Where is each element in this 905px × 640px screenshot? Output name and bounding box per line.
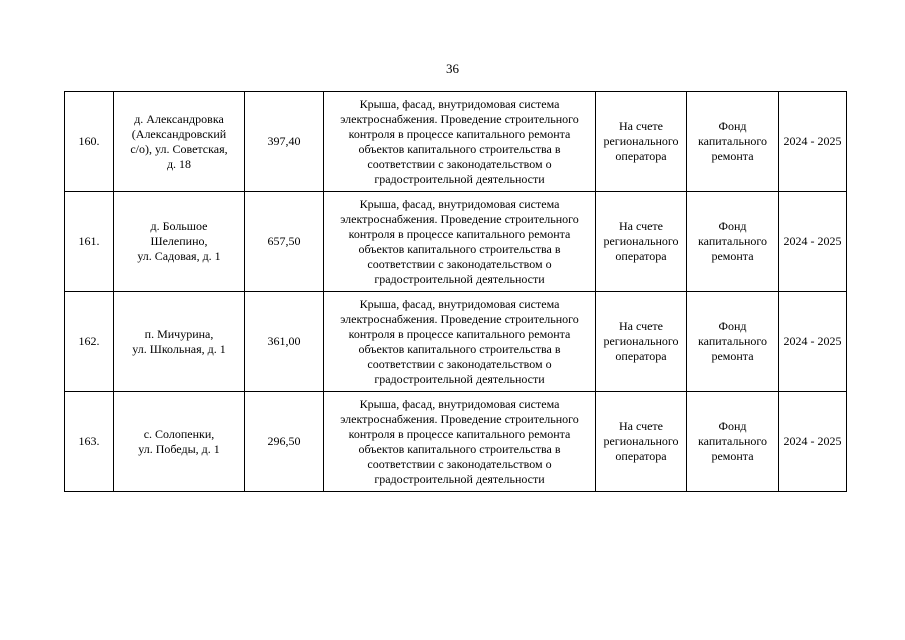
works-description-cell-line: Крыша, фасад, внутридомовая система [359,96,560,111]
funding-source-cell [687,392,779,492]
works-description-cell-line: контроля в процессе капитального ремонта [348,126,571,141]
account-type-cell [596,192,687,292]
works-description-cell-line: градостроительной деятельности [374,171,545,186]
table-row [65,292,847,392]
works-description-cell-line: объектов капитального строительства в [358,241,561,256]
table-row [65,92,847,192]
account-type-cell-line: регионального [603,134,679,148]
funding-source-cell [687,192,779,292]
works-description-cell-line: объектов капитального строительства в [358,441,561,456]
address-cell-line: д. 18 [166,156,192,171]
funding-source-cell-line: ремонта [711,249,754,263]
account-type-cell-line: оператора [615,149,667,163]
area-cell: 657,50 [245,192,324,292]
works-description-cell-line: градостроительной деятельности [374,371,545,386]
account-type-cell-line: На счете [618,319,663,333]
funding-source-cell-line: ремонта [711,349,754,363]
account-type-cell [596,292,687,392]
address-cell-line: д. Александровка [134,111,224,126]
works-description-cell-line: электроснабжения. Проведение строительного [340,111,579,126]
funding-source-cell-line: капитального [698,134,767,148]
works-description-cell-line: объектов капитального строительства в [358,141,561,156]
address-cell [114,192,245,292]
table-row [65,192,847,292]
works-description-cell [324,292,596,392]
works-description-cell [324,392,596,492]
address-cell-line: с. Солопенки, [143,426,215,441]
works-description-cell-line: объектов капитального строительства в [358,341,561,356]
works-description-cell-line: соответствии с законодательством о [367,356,552,371]
address-cell-line: п. Мичурина, [144,326,214,341]
address-cell [114,92,245,192]
works-description-cell-line: электроснабжения. Проведение строительного [340,311,579,326]
row-number-cell: 163. [65,392,114,492]
funding-source-cell-line: ремонта [711,149,754,163]
account-type-cell-line: оператора [615,449,667,463]
area-cell: 361,00 [245,292,324,392]
account-type-cell-line: оператора [615,349,667,363]
period-cell: 2024 - 2025 [779,292,847,392]
account-type-cell-line: На счете [618,219,663,233]
works-description-cell-line: градостроительной деятельности [374,271,545,286]
table-row [65,392,847,492]
address-cell-line: ул. Школьная, д. 1 [132,341,226,356]
works-description-cell-line: Крыша, фасад, внутридомовая система [359,196,560,211]
account-type-cell-line: регионального [603,434,679,448]
works-description-cell-line: электроснабжения. Проведение строительного [340,211,579,226]
row-number-cell: 161. [65,192,114,292]
funding-source-cell [687,292,779,392]
repair-schedule-table [64,91,847,492]
works-description-cell-line: Крыша, фасад, внутридомовая система [359,296,560,311]
account-type-cell-line: регионального [603,234,679,248]
funding-source-cell-line: капитального [698,334,767,348]
funding-source-cell-line: Фонд [718,419,747,433]
address-cell-line: ул. Садовая, д. 1 [137,249,221,263]
table-body [65,92,847,492]
period-cell: 2024 - 2025 [779,192,847,292]
funding-source-cell-line: капитального [698,434,767,448]
account-type-cell [596,92,687,192]
works-description-cell-line: контроля в процессе капитального ремонта [348,426,571,441]
address-cell-line: д. Большое [150,219,208,233]
row-number-cell: 162. [65,292,114,392]
works-description-cell-line: контроля в процессе капитального ремонта [348,226,571,241]
funding-source-cell-line: капитального [698,234,767,248]
funding-source-cell-line: Фонд [718,219,747,233]
row-number-cell: 160. [65,92,114,192]
works-description-cell-line: Крыша, фасад, внутридомовая система [359,396,560,411]
area-cell: 397,40 [245,92,324,192]
works-description-cell [324,192,596,292]
period-cell: 2024 - 2025 [779,92,847,192]
address-cell-line: (Александровский [131,126,227,141]
works-description-cell-line: градостроительной деятельности [374,471,545,486]
address-cell-line: ул. Победы, д. 1 [138,441,220,456]
address-cell-line: с/о), ул. Советская, [130,141,228,156]
address-cell [114,392,245,492]
funding-source-cell-line: Фонд [718,119,747,133]
account-type-cell-line: На счете [618,119,663,133]
funding-source-cell-line: Фонд [718,319,747,333]
account-type-cell-line: На счете [618,419,663,433]
works-description-cell-line: соответствии с законодательством о [367,156,552,171]
account-type-cell-line: регионального [603,334,679,348]
account-type-cell [596,392,687,492]
address-cell [114,292,245,392]
page-number: 36 [446,61,459,76]
address-cell-line: Шелепино, [150,234,208,248]
works-description-cell-line: соответствии с законодательством о [367,256,552,271]
works-description-cell-line: контроля в процессе капитального ремонта [348,326,571,341]
funding-source-cell [687,92,779,192]
account-type-cell-line: оператора [615,249,667,263]
works-description-cell-line: соответствии с законодательством о [367,456,552,471]
area-cell: 296,50 [245,392,324,492]
funding-source-cell-line: ремонта [711,449,754,463]
works-description-cell [324,92,596,192]
period-cell: 2024 - 2025 [779,392,847,492]
works-description-cell-line: электроснабжения. Проведение строительного [340,411,579,426]
